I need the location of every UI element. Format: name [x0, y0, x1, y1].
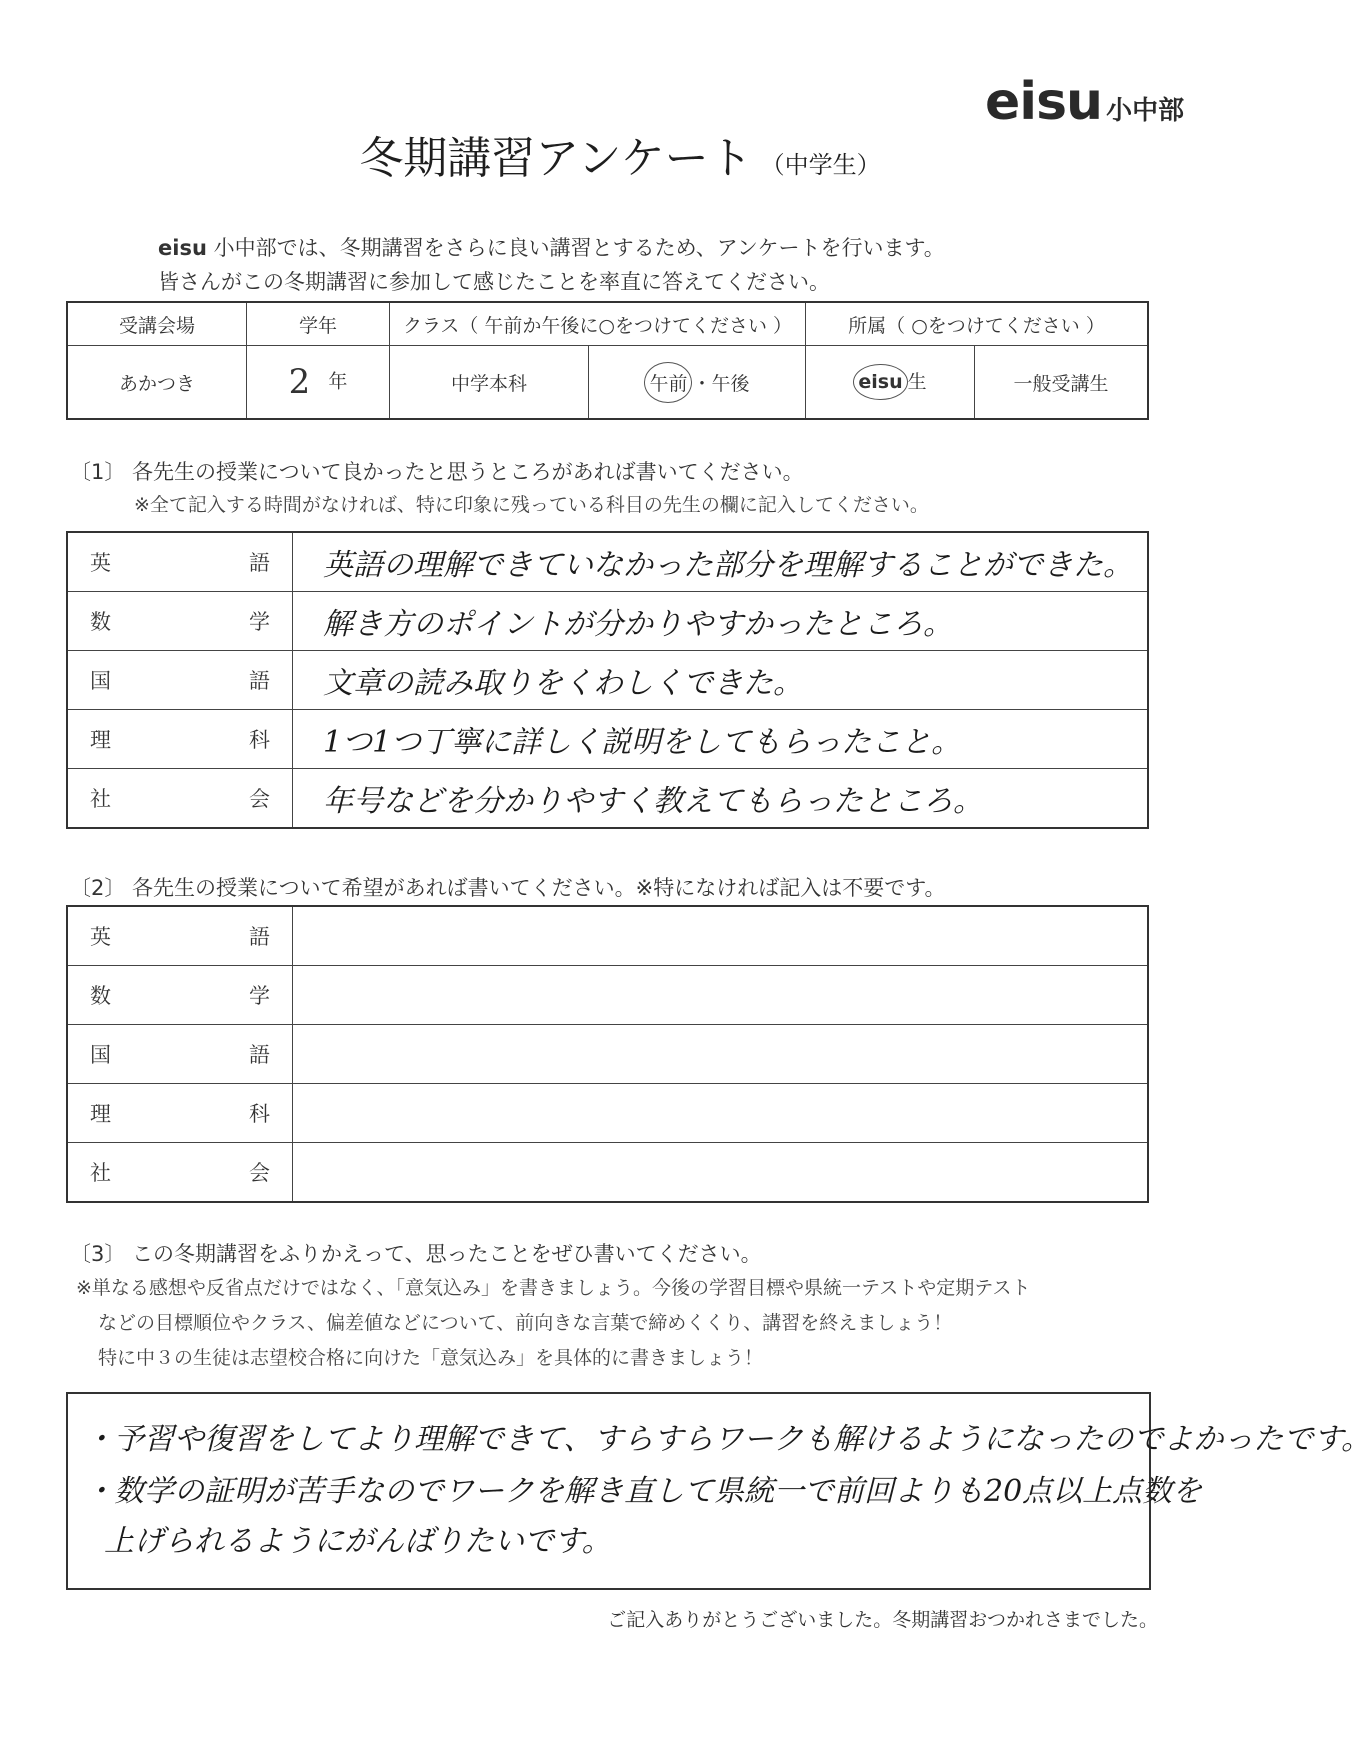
q1-answer[interactable]: 解き方のポイントが分かりやすかったところ。: [293, 592, 1149, 651]
q3-note-3: 特に中３の生徒は志望校合格に向けた「意気込み」を具体的に書きましょう！: [98, 1347, 764, 1369]
am-option-circled: 午前: [644, 362, 692, 403]
q3-answer-box[interactable]: [66, 1392, 1371, 1590]
intro-text-1: 小中部では、冬期講習をさらに良い講習とするため、アンケートを行います。: [206, 236, 945, 260]
venue-header: 受講会場: [67, 302, 247, 346]
grade-number: 2: [288, 362, 311, 402]
time-choice: [589, 346, 806, 420]
q1-answer[interactable]: 文章の読み取りをくわしくできた。: [293, 651, 1149, 710]
subject-label: 社 会: [90, 787, 270, 811]
q2-row: [67, 1025, 1148, 1084]
pm-option: 午後: [711, 372, 750, 395]
q1-row: [67, 532, 1148, 592]
subject-label: 数 学: [90, 984, 270, 1008]
grade-value: [247, 346, 390, 420]
q2-row: [67, 906, 1148, 966]
q2-answer[interactable]: [293, 1025, 1149, 1084]
q2-table: [66, 905, 1149, 1203]
subject-label: 英 語: [90, 925, 270, 949]
q3-answer-line-3: 上げられるようにがんばりたいです。: [104, 1524, 612, 1559]
affiliation-header: 所属（ ○をつけてください ）: [806, 302, 1149, 346]
grade-unit: 年: [328, 370, 348, 393]
venue-value: あかつき: [67, 346, 247, 420]
q1-answer[interactable]: 英語の理解できていなかった部分を理解することができた。: [293, 532, 1149, 592]
q3-note-2: などの目標順位やクラス、偏差値などについて、前向きな言葉で締めくくり、講習を終えましょう！: [98, 1312, 953, 1334]
q3-note-1: ※単なる感想や反省点だけではなく、「意気込み」を書きましょう。今後の学習目標や県統一テストや定期テスト: [76, 1277, 1031, 1299]
intro-line-1: [158, 232, 945, 262]
q2-title: 〔2〕 各先生の授業について希望があれば書いてください。※特になければ記入は不要です。: [70, 876, 946, 900]
q1-answer[interactable]: 1つ1つ丁寧に詳しく説明をしてもらったこと。: [293, 710, 1149, 769]
q2-answer[interactable]: [293, 906, 1149, 966]
q2-row: [67, 1143, 1148, 1203]
q2-answer[interactable]: [293, 1084, 1149, 1143]
intro-brand: eisu: [158, 236, 207, 260]
q3-answer-line-2: ・数学の証明が苦手なのでワークを解き直して県統一で前回よりも20点以上点数を: [84, 1474, 1203, 1509]
title-main: 冬期講習アンケート: [359, 133, 753, 184]
eisu-student-brand: eisu: [858, 371, 903, 393]
subject-label: 理 科: [90, 1102, 270, 1126]
subject-label: 英 語: [90, 551, 270, 575]
course-value: 中学本科: [390, 346, 589, 420]
eisu-student-suffix: 生: [907, 371, 927, 393]
q2-answer[interactable]: [293, 1143, 1149, 1203]
logo-brand: eisu: [985, 72, 1103, 132]
q1-answer[interactable]: 年号などを分かりやすく教えてもらったところ。: [293, 769, 1149, 829]
title-sub: （中学生）: [760, 151, 881, 179]
q1-row: [67, 769, 1148, 829]
q1-table: [66, 531, 1149, 829]
subject-label: 理 科: [90, 728, 270, 752]
page-title: [0, 122, 1240, 186]
logo-dept: 小中部: [1106, 96, 1185, 126]
q1-title: 〔1〕 各先生の授業について良かったと思うところがあれば書いてください。: [70, 460, 804, 484]
q3-title: 〔3〕 この冬期講習をふりかえって、思ったことをぜひ書いてください。: [70, 1242, 762, 1266]
intro-line-2: 皆さんがこの冬期講習に参加して感じたことを率直に答えてください。: [158, 270, 830, 294]
q1-row: [67, 592, 1148, 651]
time-separator: ・: [692, 372, 712, 395]
q2-row: [67, 966, 1148, 1025]
subject-label: 国 語: [90, 669, 270, 693]
subject-label: 社 会: [90, 1161, 270, 1185]
eisu-option-circled: [853, 364, 907, 400]
q1-row: [67, 710, 1148, 769]
q1-note: ※全て記入する時間がなければ、特に印象に残っている科目の先生の欄に記入してください。: [134, 494, 929, 516]
general-student-option: 一般受講生: [975, 346, 1149, 420]
q3-answer-line-1: ・予習や復習をしてより理解できて、すらすらワークも解けるようになったのでよかったです。: [84, 1422, 1371, 1457]
subject-label: 数 学: [90, 610, 270, 634]
footer-thanks: ご記入ありがとうございました。冬期講習おつかれさまでした。: [607, 1609, 1158, 1631]
eisu-student-option: [806, 346, 975, 420]
q1-row: [67, 651, 1148, 710]
q2-answer[interactable]: [293, 966, 1149, 1025]
grade-header: 学年: [247, 302, 390, 346]
class-header: クラス（ 午前か午後に○をつけてください ）: [390, 302, 806, 346]
info-table: [66, 301, 1149, 420]
q2-row: [67, 1084, 1148, 1143]
subject-label: 国 語: [90, 1043, 270, 1067]
